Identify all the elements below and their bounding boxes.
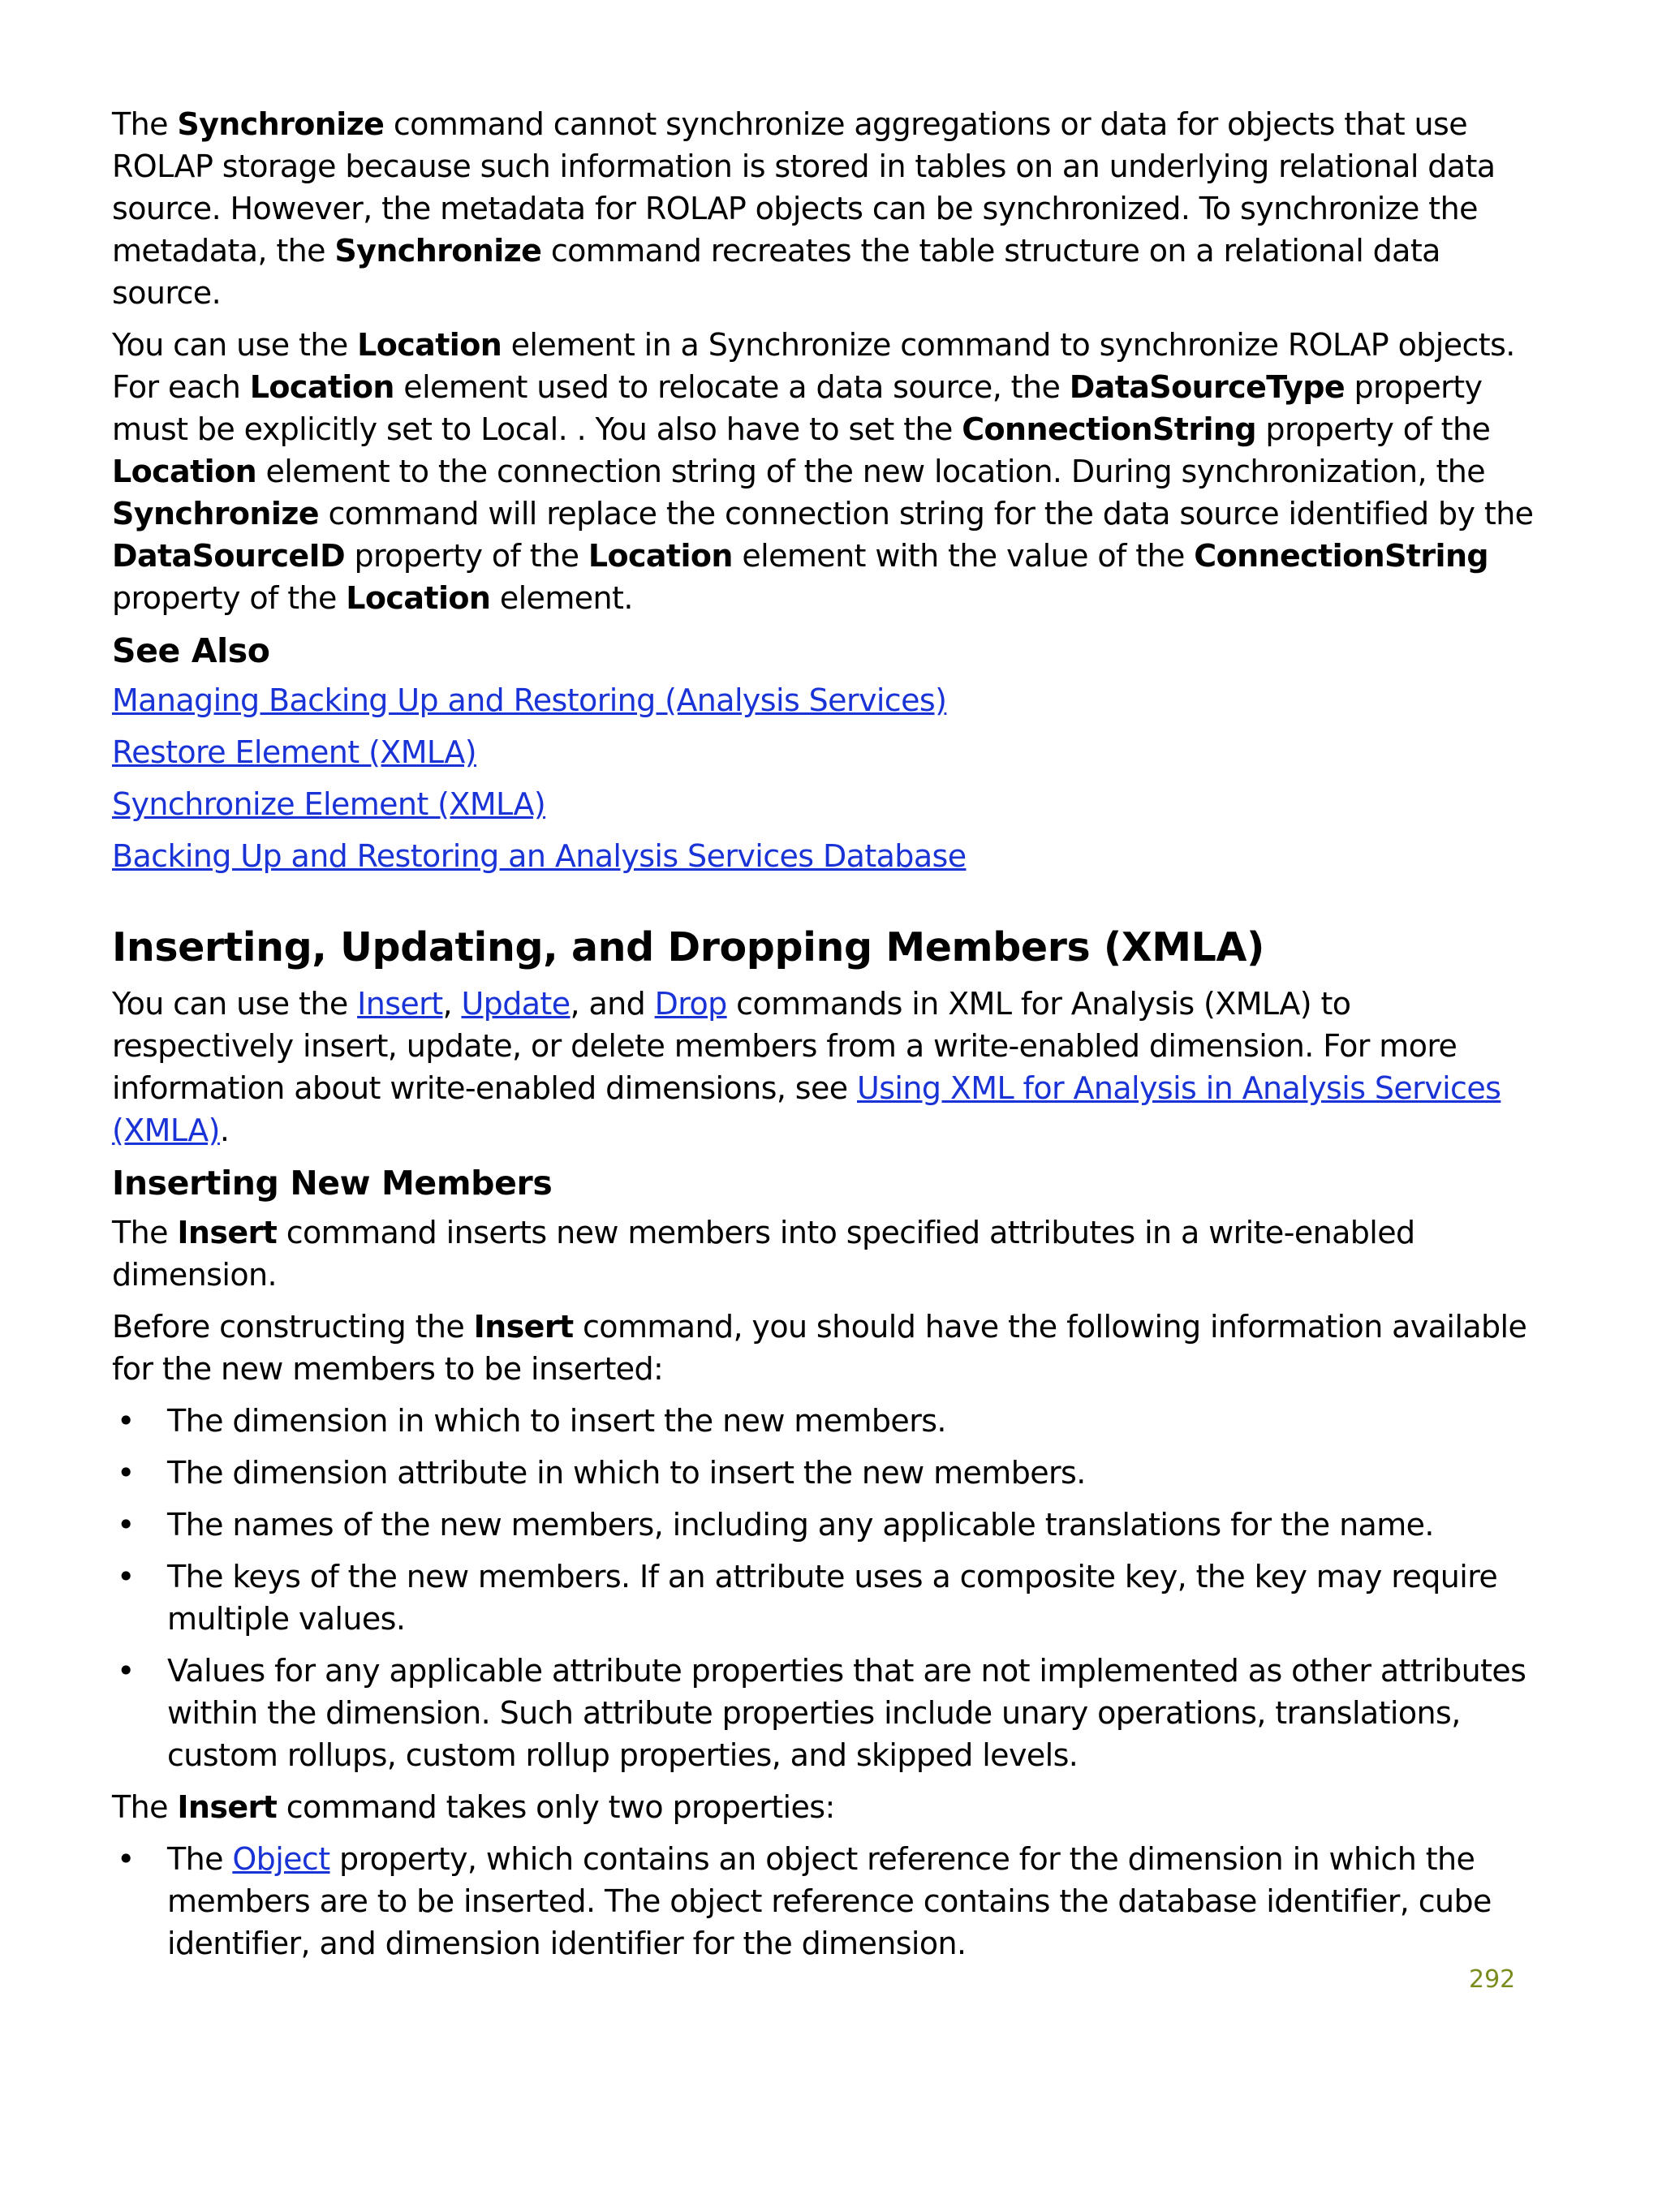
bold-term: Synchronize: [112, 496, 319, 531]
before-constructing-paragraph: Before constructing the Insert command, you should have the following information available for the new members to be inserted:: [112, 1309, 1527, 1387]
bold-term: Synchronize: [334, 233, 542, 269]
link-restore-element[interactable]: Restore Element (XMLA): [112, 734, 476, 770]
bold-term: Location: [249, 369, 394, 405]
insert-properties-list: [112, 1838, 1540, 1965]
see-also-heading: See Also: [112, 631, 270, 670]
bullet-icon: •: [117, 1559, 135, 1594]
see-also-link-item: [112, 731, 1540, 773]
bold-term: Insert: [177, 1215, 278, 1250]
subsection-title: Inserting New Members: [112, 1164, 553, 1203]
bold-term: DataSourceID: [112, 538, 346, 574]
insert-command-paragraph: The Insert command inserts new members into specified attributes in a write-enabled dimension.: [112, 1215, 1415, 1293]
see-also-link-item: [112, 783, 1540, 825]
synchronize-rolap-paragraph: The Synchronize command cannot synchronize aggregations or data for objects that use ROLAP storage because such information is stored in tables on an underlying relational data source. However, the metadata for ROLAP objects can be synchronized. To synchronize the metadata, the Synchronize command recreates the table structure on a relational data source.: [112, 106, 1496, 311]
bold-term: Location: [357, 327, 502, 363]
list-item: • The keys of the new members. If an attribute uses a composite key, the key may require multiple values.: [112, 1556, 1540, 1640]
link-synchronize-element[interactable]: Synchronize Element (XMLA): [112, 786, 546, 822]
insert-properties-paragraph: The Insert command takes only two properties:: [112, 1789, 835, 1825]
location-element-paragraph: You can use the Location element in a Synchronize command to synchronize ROLAP objects. For each Location element used to relocate a data source, the DataSourceType property must be explicitly set to Local. . You also have to set the ConnectionString property of the Location element to the connection string of the new location. During synchronization, the Synchronize command will replace the connection string for the data source identified by the DataSourceID property of the Location element with the value of the ConnectionString property of the Location element.: [112, 327, 1534, 616]
page-number: 292: [1469, 1965, 1516, 1994]
bullet-icon: •: [117, 1455, 135, 1491]
list-item: • The names of the new members, including any applicable translations for the name.: [112, 1504, 1540, 1546]
bold-term: Synchronize: [177, 106, 385, 142]
list-item: • Values for any applicable attribute properties that are not implemented as other attributes within the dimension. Such attribute properties include unary operations, translations, custom rollups, custom rollup properties, and skipped levels.: [112, 1650, 1540, 1776]
bold-term: Location: [588, 538, 733, 574]
link-using-xmla[interactable]: Using XML for Analysis in Analysis Services (XMLA): [112, 1070, 1501, 1148]
bold-term: Insert: [473, 1309, 574, 1345]
list-item: • The dimension attribute in which to insert the new members.: [112, 1452, 1540, 1494]
list-item: • The dimension in which to insert the new members.: [112, 1400, 1540, 1442]
bold-term: ConnectionString: [1194, 538, 1488, 574]
bullet-icon: •: [117, 1403, 135, 1439]
link-update[interactable]: Update: [461, 986, 571, 1022]
bold-term: Insert: [177, 1789, 278, 1825]
bullet-icon: •: [117, 1507, 135, 1543]
required-information-list: [112, 1400, 1540, 1776]
bullet-icon: •: [117, 1653, 135, 1689]
bold-term: ConnectionString: [962, 411, 1256, 447]
link-managing-backing-up[interactable]: Managing Backing Up and Restoring (Analysis Services): [112, 682, 947, 718]
list-item: • The Object property, which contains an object reference for the dimension in which the members are to be inserted. The object reference contains the database identifier, cube identifier, and dimension identifier for the dimension.: [112, 1838, 1540, 1965]
section-intro-paragraph: You can use the Insert, Update, and Drop commands in XML for Analysis (XMLA) to respectively insert, update, or delete members from a write-enabled dimension. For more information about write-enabled dimensions, see Using XML for Analysis in Analysis Services (XMLA).: [112, 986, 1501, 1148]
bold-term: Location: [112, 454, 257, 489]
bullet-icon: •: [117, 1841, 135, 1877]
see-also-link-item: [112, 679, 1540, 721]
link-drop[interactable]: Drop: [654, 986, 727, 1022]
link-insert[interactable]: Insert: [357, 986, 443, 1022]
bold-term: Location: [346, 580, 491, 616]
link-backing-up-restoring-database[interactable]: Backing Up and Restoring an Analysis Services Database: [112, 838, 967, 874]
link-object[interactable]: Object: [232, 1841, 330, 1877]
see-also-link-item: [112, 835, 1540, 877]
bold-term: DataSourceType: [1069, 369, 1346, 405]
section-title: Inserting, Updating, and Dropping Members (XMLA): [112, 924, 1264, 970]
